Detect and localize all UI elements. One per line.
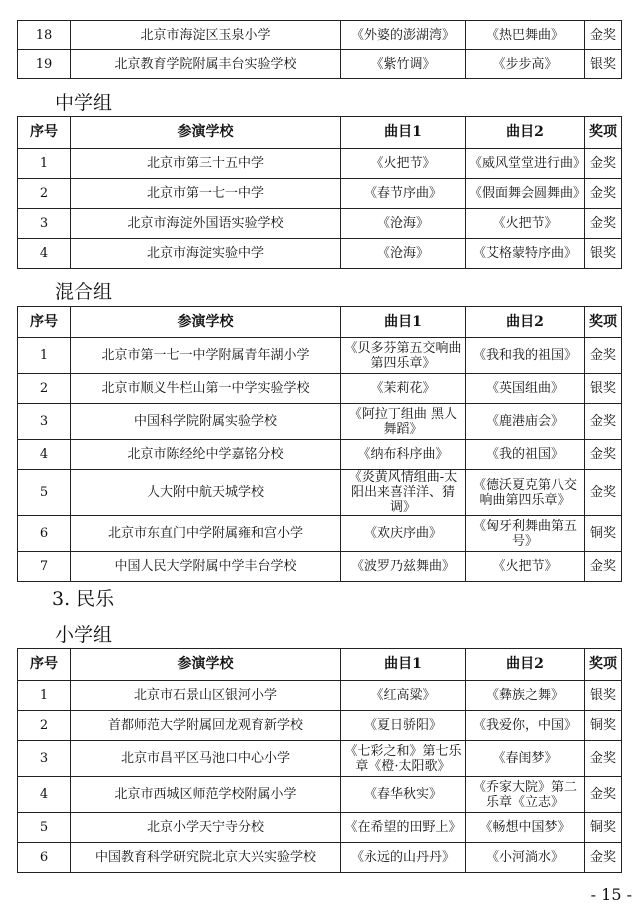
song-1: 《紫竹调》 [341, 50, 466, 79]
award: 金奖 [585, 741, 622, 777]
table-row [18, 149, 622, 179]
header-song1: 曲目1 [341, 307, 466, 338]
header-school: 参演学校 [71, 117, 341, 149]
award: 金奖 [585, 179, 622, 209]
song-1: 《沧海》 [341, 209, 466, 239]
row-number: 2 [18, 711, 71, 741]
song-2: 《我爱你，中国》 [466, 711, 585, 741]
school-name: 北京市东直门中学附属雍和宫小学 [71, 516, 341, 552]
top-continuation-table [17, 20, 622, 79]
award: 金奖 [585, 440, 622, 470]
song-1: 《春华秋实》 [341, 777, 466, 813]
award: 金奖 [585, 149, 622, 179]
school-name: 北京教育学院附属丰台实验学校 [71, 50, 341, 79]
row-number: 1 [18, 149, 71, 179]
song-1: 《夏日骄阳》 [341, 711, 466, 741]
primary-group-heading: 小学组 [55, 624, 113, 646]
row-number: 5 [18, 813, 71, 843]
table-row [18, 843, 622, 873]
table-header-row [18, 649, 622, 681]
school-name: 中国教育科学研究院北京大兴实验学校 [71, 843, 341, 873]
song-1: 《欢庆序曲》 [341, 516, 466, 552]
award: 金奖 [585, 338, 622, 374]
header-award: 奖项 [585, 649, 622, 681]
school-name: 首都师范大学附属回龙观育新学校 [71, 711, 341, 741]
song-2: 《乔家大院》第二乐章《立志》 [466, 777, 585, 813]
row-number: 2 [18, 179, 71, 209]
top-table-body [18, 21, 622, 79]
row-number: 2 [18, 374, 71, 404]
song-2: 《匈牙利舞曲第五号》 [466, 516, 585, 552]
song-2: 《英国组曲》 [466, 374, 585, 404]
school-name: 北京市石景山区银河小学 [71, 681, 341, 711]
primary-group-body [18, 681, 622, 873]
award: 金奖 [585, 470, 622, 516]
song-2: 《热巴舞曲》 [466, 21, 585, 50]
song-1: 《茉莉花》 [341, 374, 466, 404]
middle-group-heading: 中学组 [55, 92, 113, 114]
table-row [18, 239, 622, 269]
song-2: 《鹿港庙会》 [466, 404, 585, 440]
table-row [18, 741, 622, 777]
header-song2: 曲目2 [466, 649, 585, 681]
row-number: 18 [18, 21, 71, 50]
award: 金奖 [585, 21, 622, 50]
row-number: 6 [18, 516, 71, 552]
header-song1: 曲目1 [341, 117, 466, 149]
header-no: 序号 [18, 649, 71, 681]
school-name: 北京市第一七一中学附属青年湖小学 [71, 338, 341, 374]
award: 银奖 [585, 681, 622, 711]
primary-group-table [17, 648, 622, 873]
award: 金奖 [585, 552, 622, 582]
mixed-group-body [18, 338, 622, 582]
song-1: 《贝多芬第五交响曲第四乐章》 [341, 338, 466, 374]
song-1: 《阿拉丁组曲 黑人舞蹈》 [341, 404, 466, 440]
header-no: 序号 [18, 307, 71, 338]
middle-group-body [18, 149, 622, 269]
table-header-row [18, 307, 622, 338]
school-name: 北京小学天宁寺分校 [71, 813, 341, 843]
song-2: 《德沃夏克第八交响曲第四乐章》 [466, 470, 585, 516]
row-number: 4 [18, 239, 71, 269]
table-row [18, 711, 622, 741]
award: 金奖 [585, 777, 622, 813]
header-award: 奖项 [585, 117, 622, 149]
table-row [18, 681, 622, 711]
award: 铜奖 [585, 516, 622, 552]
page-number: - 15 - [590, 885, 632, 904]
row-number: 4 [18, 777, 71, 813]
song-1: 《永远的山丹丹》 [341, 843, 466, 873]
award: 金奖 [585, 843, 622, 873]
song-1: 《火把节》 [341, 149, 466, 179]
song-2: 《畅想中国梦》 [466, 813, 585, 843]
table-row [18, 440, 622, 470]
school-name: 北京市海淀区玉泉小学 [71, 21, 341, 50]
school-name: 北京市海淀实验中学 [71, 239, 341, 269]
table-row [18, 338, 622, 374]
song-1: 《春节序曲》 [341, 179, 466, 209]
table-row [18, 50, 622, 79]
song-1: 《炎黄风情组曲-太阳出来喜洋洋、猜调》 [341, 470, 466, 516]
school-name: 北京市顺义牛栏山第一中学实验学校 [71, 374, 341, 404]
song-2: 《火把节》 [466, 552, 585, 582]
table-row [18, 374, 622, 404]
header-award: 奖项 [585, 307, 622, 338]
song-1: 《外婆的澎湖湾》 [341, 21, 466, 50]
song-2: 《火把节》 [466, 209, 585, 239]
school-name: 人大附中航天城学校 [71, 470, 341, 516]
award: 金奖 [585, 209, 622, 239]
song-2: 《艾格蒙特序曲》 [466, 239, 585, 269]
header-song2: 曲目2 [466, 307, 585, 338]
school-name: 北京市第三十五中学 [71, 149, 341, 179]
award: 银奖 [585, 50, 622, 79]
song-2: 《威风堂堂进行曲》 [466, 149, 585, 179]
award: 银奖 [585, 239, 622, 269]
song-2: 《假面舞会圆舞曲》 [466, 179, 585, 209]
song-1: 《七彩之和》第七乐章《橙·太阳歌》 [341, 741, 466, 777]
song-1: 《红高粱》 [341, 681, 466, 711]
table-header-row [18, 117, 622, 149]
award: 铜奖 [585, 813, 622, 843]
row-number: 3 [18, 209, 71, 239]
song-2: 《步步高》 [466, 50, 585, 79]
song-2: 《小河淌水》 [466, 843, 585, 873]
section-title: 3. 民乐 [52, 588, 115, 610]
school-name: 北京市西城区师范学校附属小学 [71, 777, 341, 813]
school-name: 中国科学院附属实验学校 [71, 404, 341, 440]
school-name: 北京市昌平区马池口中心小学 [71, 741, 341, 777]
school-name: 北京市陈经纶中学嘉铭分校 [71, 440, 341, 470]
header-school: 参演学校 [71, 649, 341, 681]
song-2: 《我的祖国》 [466, 440, 585, 470]
song-2: 《彝族之舞》 [466, 681, 585, 711]
table-row [18, 552, 622, 582]
mixed-group-heading: 混合组 [55, 281, 113, 303]
song-2: 《春闺梦》 [466, 741, 585, 777]
table-row [18, 179, 622, 209]
row-number: 7 [18, 552, 71, 582]
header-song2: 曲目2 [466, 117, 585, 149]
school-name: 北京市海淀外国语实验学校 [71, 209, 341, 239]
award: 银奖 [585, 374, 622, 404]
song-1: 《沧海》 [341, 239, 466, 269]
table-row [18, 404, 622, 440]
table-row [18, 516, 622, 552]
mixed-group-table [17, 306, 622, 582]
header-school: 参演学校 [71, 307, 341, 338]
table-row [18, 813, 622, 843]
school-name: 中国人民大学附属中学丰台学校 [71, 552, 341, 582]
row-number: 6 [18, 843, 71, 873]
song-1: 《波罗乃兹舞曲》 [341, 552, 466, 582]
school-name: 北京市第一七一中学 [71, 179, 341, 209]
table-row [18, 209, 622, 239]
header-no: 序号 [18, 117, 71, 149]
row-number: 5 [18, 470, 71, 516]
row-number: 4 [18, 440, 71, 470]
row-number: 19 [18, 50, 71, 79]
song-2: 《我和我的祖国》 [466, 338, 585, 374]
table-row [18, 777, 622, 813]
row-number: 1 [18, 681, 71, 711]
table-row [18, 470, 622, 516]
row-number: 3 [18, 741, 71, 777]
song-1: 《纳布科序曲》 [341, 440, 466, 470]
middle-group-table [17, 116, 622, 269]
row-number: 1 [18, 338, 71, 374]
award: 铜奖 [585, 711, 622, 741]
table-row [18, 21, 622, 50]
row-number: 3 [18, 404, 71, 440]
song-1: 《在希望的田野上》 [341, 813, 466, 843]
header-song1: 曲目1 [341, 649, 466, 681]
award: 金奖 [585, 404, 622, 440]
